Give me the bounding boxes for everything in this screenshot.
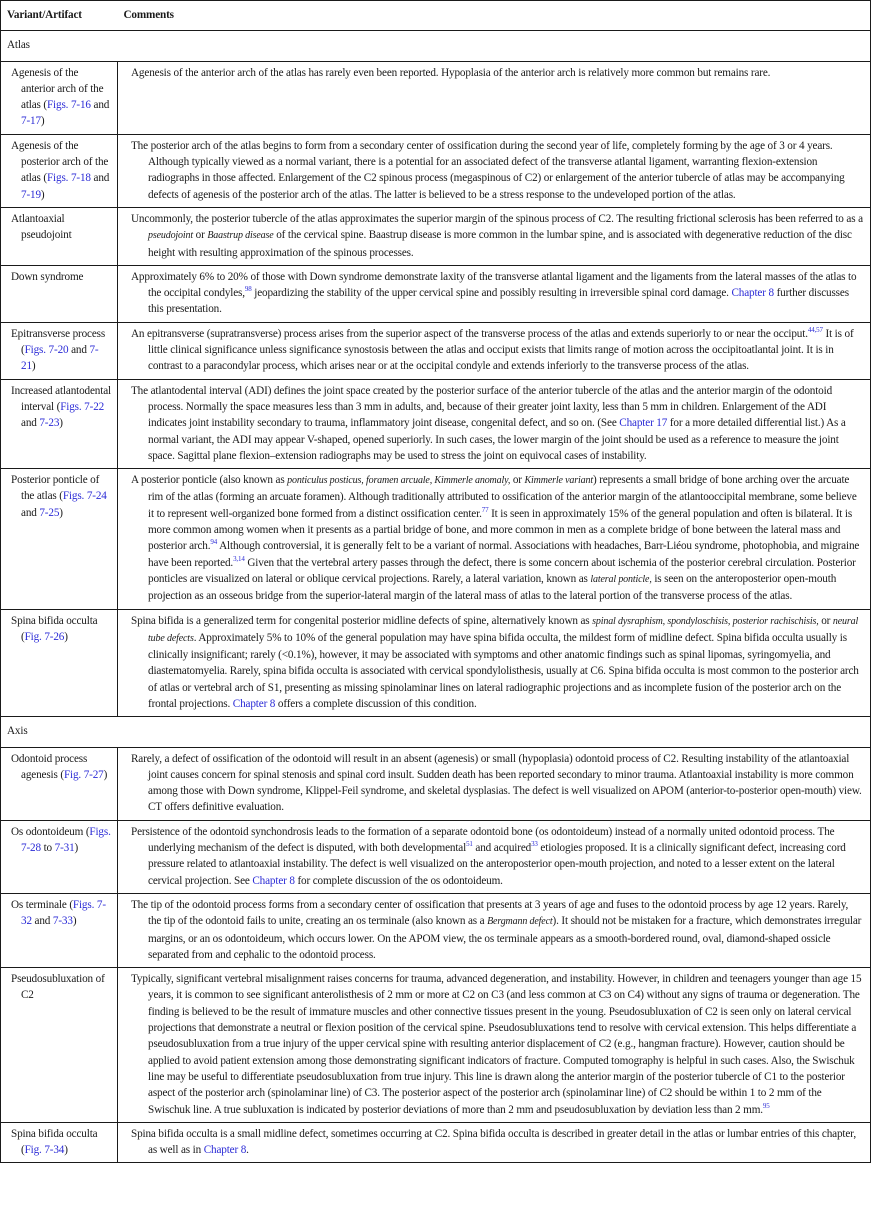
text-run: and — [68, 344, 90, 357]
text-run: Agenesis of the posterior arch of the atlas ( — [11, 139, 109, 185]
variant-name — [7, 971, 111, 1004]
comment-cell — [118, 322, 871, 379]
variant-name — [7, 751, 111, 784]
comment-text — [124, 65, 864, 81]
reference-superscript[interactable]: 51 — [466, 840, 473, 849]
chapter-link[interactable]: Chapter 8 — [731, 287, 774, 300]
variant-cell — [1, 379, 118, 468]
variant-cell — [1, 61, 118, 134]
text-run: Approximately 6% to 20% of those with Down syndrome demonstrate laxity of the transverse atlantal ligament and the ligaments from the lateral masses of the atlas to the occipital condyles, — [131, 270, 857, 300]
comment-text — [124, 472, 864, 604]
text-run: etiologies proposed. It is a clinically significant defect, increasing cord pressure related to atlantoaxial instability. The defect is well visualized on the anteroposterior open-mouth projection, and noted to a lesser extent on the lateral cervical projection. See — [148, 842, 846, 887]
variant-name — [7, 65, 111, 130]
comment-text — [124, 1126, 864, 1159]
figure-link[interactable]: Figs. 7-22 — [60, 400, 105, 413]
comment-cell — [118, 747, 871, 820]
variant-cell — [1, 134, 118, 207]
figure-link[interactable]: Fig. 7-26 — [24, 630, 65, 643]
reference-superscript[interactable]: 33 — [531, 840, 538, 849]
text-run: Although controversial, it is generally felt to be a variant of normal. Associations with headaches, Barr-Liéou syndrome, photophobia, and migraine have been reported. — [148, 540, 860, 569]
table-body — [1, 31, 871, 1163]
table-row — [1, 893, 871, 967]
text-run: Uncommonly, the posterior tubercle of the atlas approximates the superior margin of the spinous process of C2. The resulting frictional sclerosis has been referred to as a — [131, 212, 863, 225]
variant-name — [7, 138, 111, 203]
text-run: Os terminale ( — [11, 898, 73, 911]
variant-cell — [1, 968, 118, 1123]
variant-name — [7, 824, 111, 857]
variant-name — [7, 613, 111, 646]
comment-cell — [118, 609, 871, 717]
comment-text — [124, 751, 864, 816]
text-run: Spina bifida occulta ( — [11, 614, 98, 643]
italic-term: Bergmann defect — [487, 916, 553, 928]
variant-name — [7, 1126, 111, 1159]
text-run: ) — [64, 630, 68, 643]
text-run: ) — [64, 1144, 68, 1157]
text-run: Odontoid process agenesis ( — [11, 752, 88, 781]
comment-cell — [118, 893, 871, 967]
figure-link[interactable]: 7-23 — [39, 417, 60, 430]
italic-term: lateral ponticle, — [590, 573, 652, 585]
variant-name — [7, 383, 111, 432]
text-run: further discusses this presentation. — [148, 287, 849, 316]
table-row — [1, 469, 871, 609]
text-run: Atlantoaxial pseudojoint — [11, 212, 72, 242]
variant-cell — [1, 207, 118, 265]
comment-cell — [118, 469, 871, 609]
figure-link[interactable]: Fig. 7-27 — [63, 768, 104, 781]
comment-text — [124, 326, 864, 375]
text-run: and — [31, 915, 53, 928]
comment-text — [124, 971, 864, 1118]
chapter-link[interactable]: Chapter 8 — [203, 1144, 247, 1157]
text-run: ). It should not be mistaken for a fracture, which demonstrates irregular margins, or an os odontoideum, which occurs lower. On the APOM view, the os terminale appears as a smooth-bordered round, oval, diamond-shaped ossicle separated from and cephalic to the odontoid process. — [148, 915, 862, 961]
reference-superscript[interactable]: 44,57 — [807, 325, 823, 334]
table-row — [1, 1122, 871, 1163]
text-run: . — [246, 1144, 249, 1157]
comment-text — [124, 383, 864, 464]
table-row — [1, 61, 871, 134]
variant-cell — [1, 893, 118, 967]
figure-link[interactable]: Figs. 7-16 — [46, 99, 91, 112]
text-run: Down syndrome — [11, 270, 84, 283]
text-run: or — [818, 614, 833, 627]
table-row — [1, 322, 871, 379]
text-run: . Approximately 5% to 10% of the general population may have spina bifida occulta, the mildest form of midline defect. Spina bifida occulta usually is clinically insignificant; rarely (<0.1%), however, it may be associated with symptoms and other anatomic findings such as spinal lipomas, syringomyelia, and diastematomyelia. Rarely, spina bifida occulta is associated with cervical spondylolisthesis, usually at C6. Spina bifida occulta is most common to the posterior arch of atlas or vertebral arch of S1, presenting as missing spinolaminar lines on lateral radiographic projections and as incomplete fusion of the posterior arch on the frontal projections. — [148, 631, 859, 710]
table-row — [1, 968, 871, 1123]
text-run: or — [510, 474, 525, 487]
text-run: to — [40, 842, 55, 855]
section-row-axis — [1, 717, 871, 747]
text-run: jeopardizing the stability of the upper cervical spine and possibly resulting in irreversible spinal cord damage. — [251, 287, 732, 300]
figure-link[interactable]: Figs. 7-24 — [62, 490, 107, 503]
comment-cell — [118, 61, 871, 134]
comment-text — [124, 824, 864, 889]
text-run: ) — [40, 115, 45, 128]
variant-cell — [1, 1122, 118, 1163]
text-run: ) — [103, 768, 108, 781]
variant-name — [7, 472, 111, 521]
italic-term: spinal dysraphism, spondyloschisis, posterior rachischisis, — [592, 615, 819, 627]
text-run: Agenesis of the anterior arch of the atlas has rarely even been reported. Hypoplasia of the anterior arch is relatively more common but remains rare. — [131, 66, 771, 79]
comment-text — [124, 269, 864, 318]
text-run: Rarely, a defect of ossification of the odontoid will result in an absent (agenesis) or small (hypoplasia) odontoid process of C2. Resulting instability of the atlantoaxial joint causes concern for spinal stenosis and spinal cord insult. Sudden death has been reported secondary to minor trauma. Atlantoaxial instability is more common among those with Down syndrome, Klippel-Feil syndrome, and skeletal dysplasias. The defect is well visualized on APOM (anterior-to-posterior open-mouth) view. CT offers definitive evaluation. — [131, 752, 862, 814]
comment-cell — [118, 265, 871, 322]
comment-text — [124, 138, 864, 203]
table-row — [1, 207, 871, 265]
variant-cell — [1, 265, 118, 322]
figure-link[interactable]: 7-21 — [21, 344, 99, 373]
text-run: Typically, significant vertebral misalignment raises concerns for trauma, advanced degeneration, and instability. However, in children and teenagers younger than age 15 years, it is common to see significant anterolisthesis of 2 mm or more at C2 on C3 (and less common at C3 on C4) without any signs of trauma or degeneration. The finding is believed to be the result of immature muscles and other connective tissues present in the young. Pseudosubluxation of C2 is seen only on lateral cervical projections that demonstrate a neutral or flexion position of the cervical spine. Pseudosubluxations tend to resolve with cervical extension. This helps differentiate a pseudosubluxation from a true injury of the upper cervical spine with resulting anterior displacement of C2 (e.g., hangman fracture). However, caution should be applied to avoid patient extension among those demonstrating significant indicators of fracture. Computed tomography is helpful in such cases. Also, the Swischuk line may be useful to differentiate pseudosubluxation from true injury. This line is drawn along the anterior margin of the posterior tubercle of C1 to the posterior aspect of the posterior arch (spinolaminar line) of C3. The posterior aspect of the posterior arch (spinolaminar line) of C2 should be within 1 to 2 mm of the Swischuk line. A true subluxation is indicated by posterior deviations of more than 2 mm and pseudosubluxation by deviation less than 2 mm. — [131, 973, 862, 1116]
text-run: Pseudosubluxation of C2 — [11, 973, 105, 1002]
figure-link[interactable]: 7-33 — [52, 915, 73, 928]
header-variant: Variant/Artifact — [1, 1, 118, 31]
table-row — [1, 820, 871, 893]
table-row — [1, 265, 871, 322]
reference-superscript[interactable]: 98 — [244, 285, 252, 294]
variant-name — [7, 897, 111, 930]
comment-cell — [118, 134, 871, 207]
section-title: Atlas — [1, 31, 871, 61]
comment-text — [124, 211, 864, 261]
text-run: Spina bifida is a generalized term for congenital posterior midline defects of spine, alternatively known as — [131, 614, 593, 627]
comment-cell — [118, 968, 871, 1123]
figure-link[interactable]: Fig. 7-34 — [24, 1144, 65, 1157]
comment-cell — [118, 1122, 871, 1163]
text-run: Agenesis of the anterior arch of the atlas ( — [11, 66, 104, 112]
text-run: An epitransverse (supratransverse) process arises from the superior aspect of the transverse process of the atlas and extends superiorly to or near the occiput. — [131, 327, 808, 340]
figure-link[interactable]: Figs. 7-32 — [21, 898, 106, 928]
reference-superscript[interactable]: 94 — [210, 538, 218, 547]
italic-term: Kimmerle variant — [524, 475, 593, 487]
variant-cell — [1, 469, 118, 609]
chapter-link[interactable]: Chapter 17 — [619, 417, 668, 430]
figure-link[interactable]: Figs. 7-28 — [21, 825, 111, 855]
text-run: and acquired — [472, 842, 532, 855]
variant-cell — [1, 322, 118, 379]
italic-term: Baastrup disease — [207, 230, 274, 242]
text-run: ) — [31, 360, 36, 373]
text-run: It is seen in approximately 15% of the general population and often is bilateral. It is more common among women when it presents as a partial bridge of bone, and more common in men as a complete bridge of bone between the lateral mass and posterior arch. — [148, 507, 853, 553]
figure-link[interactable]: Figs. 7-20 — [24, 344, 69, 357]
chapter-link[interactable]: Chapter 8 — [252, 874, 295, 887]
reference-superscript[interactable]: 95 — [762, 1101, 770, 1110]
text-run: Given that the vertebral artery passes through the defect, there is some concern about ischemia of the posterior cerebral circulation. Posterior ponticles are visualized on lateral or oblique cervical projections. Rarely, a lateral variation, known as — [148, 556, 856, 585]
comment-cell — [118, 207, 871, 265]
figure-link[interactable]: 7-19 — [21, 188, 41, 201]
text-run: and — [90, 172, 110, 185]
text-run: A posterior ponticle (also known as — [131, 474, 288, 487]
text-run: ) — [74, 842, 79, 855]
text-run: for a more detailed differential list.) As a normal variant, the ADI may appear V-shaped, opened superiorly. In such cases, the lower margin of the joint should be used as a reference to measure the joint space. Sagittal plane flexion–extension radiographs may be used to stress the joint on equivocal cases of instability. — [148, 417, 846, 462]
text-run: Posterior ponticle of the atlas ( — [11, 474, 100, 503]
header-comments: Comments — [118, 1, 871, 31]
italic-term: pseudojoint — [148, 230, 194, 242]
chapter-link[interactable]: Chapter 8 — [232, 697, 276, 710]
header-row — [1, 1, 871, 31]
text-run: Increased atlantodental interval ( — [11, 384, 111, 413]
comment-cell — [118, 820, 871, 893]
figure-link[interactable]: 7-31 — [54, 842, 75, 855]
text-run: Epitransverse process ( — [11, 327, 106, 357]
text-run: ) — [40, 188, 45, 201]
table-row — [1, 747, 871, 820]
figure-link[interactable]: 7-25 — [39, 506, 60, 519]
text-run: ) — [59, 506, 63, 519]
variant-name — [7, 269, 111, 285]
text-run: It is of little clinical significance unless significance synostosis between the atlas and occiput exists that limits range of motion across the occipitoatlantal joint. It is in contrast to a paracondylar process, which arises near or at the occipital condyle and extends inferiorly to the transverse process of the atlas. — [148, 327, 854, 373]
text-run: The atlantodental interval (ADI) defines the joint space created by the posterior surface of the anterior tubercle of the atlas and the anterior margin of the odontoid process. Normally the space measures less than 3 mm in adults, and, because of their greater joint laxity, less than 5 mm in children. Enlargement of the ADI indicates joint instability secondary to trauma, inflammatory joint disease, congenital defect, and so on. (See — [131, 384, 833, 430]
text-run: offers a complete discussion of this condition. — [275, 697, 477, 710]
reference-superscript[interactable]: 77 — [481, 505, 489, 514]
table-row — [1, 609, 871, 717]
text-run: of the cervical spine. Baastrup disease is more common in the lumbar spine, and is associated with degenerative reduction of the disc height with resulting approximation of the spinous processes. — [148, 229, 852, 259]
variant-name — [7, 326, 111, 375]
text-run: The posterior arch of the atlas begins to form from a secondary center of ossification during the second year of life, completely forming by the age of 3 or 4 years. Although typically viewed as a normal variant, there is a potential for an associated defect of the transverse atlantal ligament, warranting flexion-extension radiographs in those affected. Enlargement of the C2 spinous process (megaspinous of C2) or enlargement of the anterior tubercle of atlas may be accompanying defects of agenesis of the posterior arch of the atlas. The latter is believed to be a stress response to the undeveloped portion of the atlas. — [131, 139, 845, 201]
text-run: for complete discussion of the os odontoideum. — [294, 874, 503, 887]
text-run: Os odontoideum ( — [11, 825, 90, 838]
comment-text — [124, 613, 864, 713]
text-run: ) represents a small bridge of bone arching over the arcuate rim of the atlas (forming an arcuate foramen). Although traditionally attributed to ossification of the anterior margin of the atlantooccipital membrane, some believe it to represent well-organized bone formed from a distinct ossification center. — [148, 474, 857, 520]
section-row-atlas — [1, 31, 871, 61]
figure-link[interactable]: 7-17 — [21, 115, 41, 128]
text-run: The tip of the odontoid process forms from a secondary center of ossification that presents at 3 years of age and fuses to the odontoid process by age 12 years. Rarely, the tip of the odontoid fails to unite, creating an os terminale (also known as a — [131, 898, 849, 928]
comment-text — [124, 897, 864, 963]
text-run: ) — [72, 915, 77, 928]
text-run: Persistence of the odontoid synchondrosis leads to the formation of a separate odontoid bone (os odontoideum) instead of a normally united odontoid process. The underlying mechanism of the defect is disputed, with both developmental — [131, 825, 835, 855]
text-run: ) — [59, 417, 63, 430]
italic-term: neural tube defects — [148, 615, 859, 644]
text-run: and — [21, 506, 40, 519]
text-run: Spina bifida occulta is a small midline defect, sometimes occurring at C2. Spina bifida occulta is described in greater detail in the atlas or lumbar entries of this chapter, as well as in — [131, 1127, 856, 1157]
text-run: is seen on the anteroposterior open-mouth projection as an osseous bridge from the superior-lateral margin of the lateral mass of atlas to the lateral portion of the transverse process of the atlas. — [148, 572, 837, 603]
variant-name — [7, 211, 111, 244]
table-row — [1, 379, 871, 468]
table-header — [1, 1, 871, 31]
text-run: or — [193, 229, 208, 242]
section-title: Axis — [1, 717, 871, 747]
variant-cell — [1, 609, 118, 717]
text-run: Spina bifida occulta ( — [11, 1127, 98, 1157]
comment-cell — [118, 379, 871, 468]
italic-term: ponticulus posticus, foramen arcuale, Kimmerle anomaly, — [287, 475, 511, 487]
variant-cell — [1, 820, 118, 893]
text-run: and — [21, 417, 40, 430]
text-run: and — [90, 99, 110, 112]
figure-link[interactable]: Figs. 7-18 — [46, 172, 91, 185]
variant-cell — [1, 747, 118, 820]
table-row — [1, 134, 871, 207]
reference-superscript[interactable]: 3,14 — [233, 554, 245, 563]
